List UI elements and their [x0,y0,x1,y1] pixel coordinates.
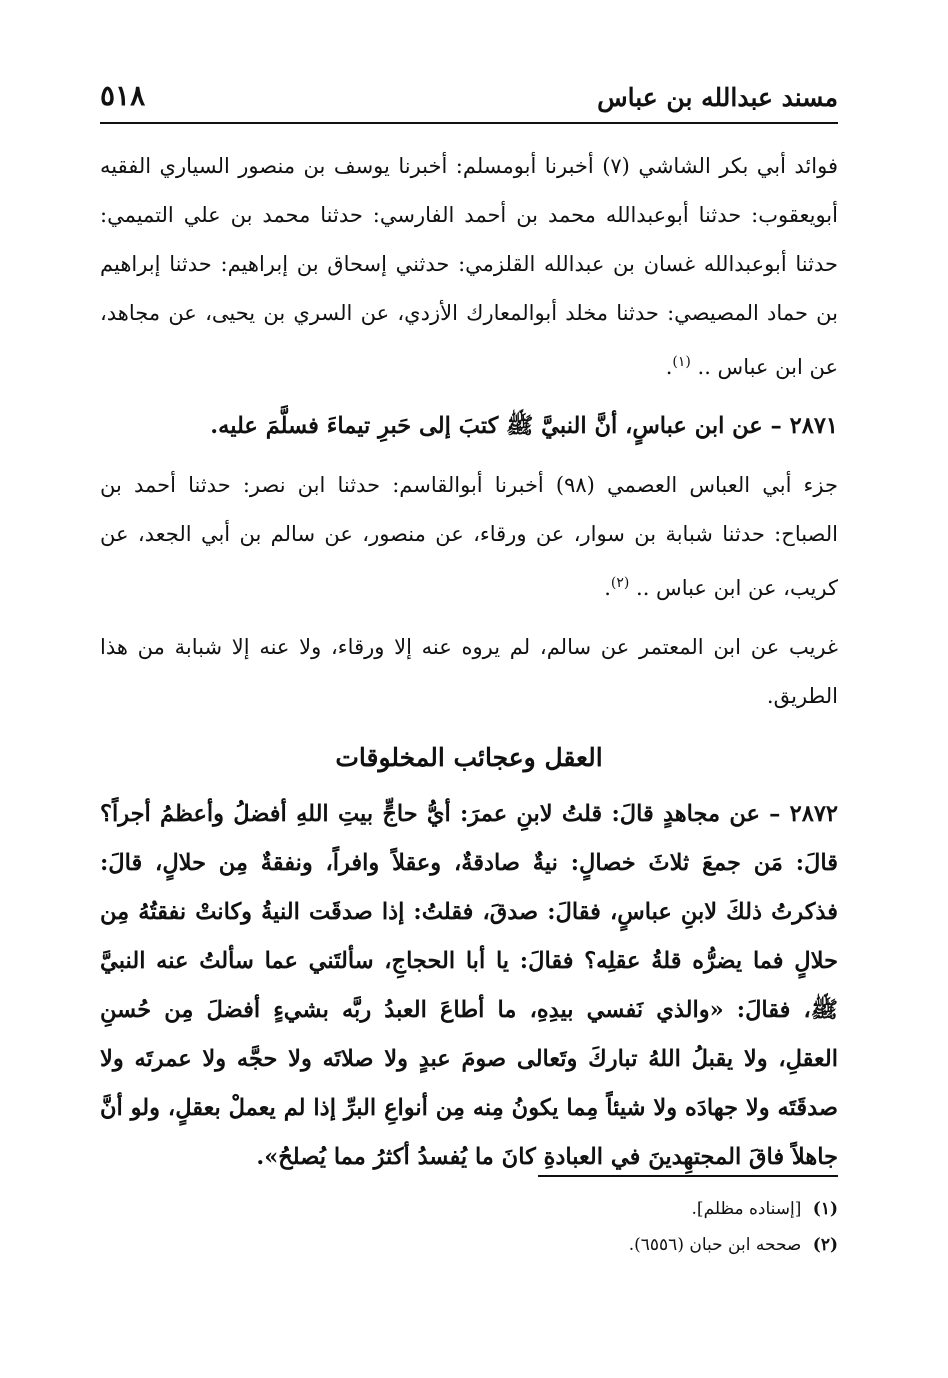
paragraph-note: غريب عن ابن المعتمر عن سالم، لم يروه عنه إلا ورقاء، ولا عنه إلا شبابة من هذا الطريق. [100,635,838,708]
body-text [100,142,838,1182]
footnote-text: صححه ابن حبان (٦٥٥٦). [628,1235,802,1255]
book-page [100,60,838,1318]
footnote-1 [100,1191,838,1227]
footnote-divider [538,1175,838,1177]
hadith-number: ٢٨٧١ [789,413,838,439]
hadith-2872 [100,790,838,1182]
page-number: ٥١٨ [100,79,146,112]
hadith-text: – عن ابن عباسٍ، أنَّ النبيَّ ﷺ كتبَ إلى حَبرِ تيماءَ فسلَّمَ عليه. [210,413,782,439]
footnote-2 [100,1227,838,1263]
hadith-text: – عن مجاهدٍ قالَ: قلتُ لابنِ عمرَ: أيُّ حاجٍّ بيتِ اللهِ أفضلُ وأعظمُ أجراً؟ قالَ: مَن جمعَ ثلاثَ خصالٍ: نيةٌ صادقةٌ، وعقلاً وافراً، ونفقةٌ مِن حلالٍ، قالَ: فذكرتُ ذلكَ لابنِ عباسٍ، فقالَ: صدقَ، فقلتُ: إذا صدقَت النيةُ وكانتْ نفقتُهُ مِن حلالٍ فما يضرُّه قلةُ عقلِه؟ فقالَ: يا أبا الحجاجِ، سألتَني عما سألتُ عنه النبيَّ ﷺ، فقالَ: «والذي نَفسي بيدِهِ، ما أطاعَ العبدُ ربَّه بشيءٍ أفضلَ مِن حُسنِ العقلِ، ولا يقبلُ اللهُ تباركَ وتَعالى صومَ عبدٍ ولا صلاتَه ولا حجَّه ولا عمرتَه ولا صدقَتَه ولا جهادَه ولا شيئاً مِما يكونُ مِنه مِن أنواعِ البرِّ إذا لم يعملْ بعقلٍ، ولو أنَّ جاهلاً فاقَ المجتهِدينَ في العبادةِ كانَ ما يُفسدُ أكثرُ مما يُصلحُ». [100,801,838,1170]
paragraph-text: جزء أبي العباس العصمي (٩٨) أخبرنا أبوالقاسم: حدثنا ابن نصر: حدثنا أحمد بن الصباح: حدثنا شبابة بن سوار، عن ورقاء، عن منصور، عن سالم بن أبي الجعد، عن كريب، عن ابن عباس .. [100,473,838,600]
hadith-number: ٢٨٧٢ [789,801,838,827]
paragraph-text: فوائد أبي بكر الشاشي (٧) أخبرنا أبومسلم: أخبرنا يوسف بن منصور السياري الفقيه أبويعقوب: حدثنا أبوعبدالله محمد بن أحمد الفارسي: حدثنا محمد بن علي التميمي: حدثنا أبوعبدالله غسان بن عبدالله القلزمي: حدثني إسحاق بن إبراهيم: حدثنا إبراهيم بن حماد المصيصي: حدثنا مخلد أبوالمعارك الأزدي، عن السري بن يحيى، عن مجاهد، عن ابن عباس .. [100,154,838,379]
paragraph-source-1: فوائد أبي بكر الشاشي (٧) أخبرنا أبومسلم: أخبرنا يوسف بن منصور السياري الفقيه أبويعقوب: حدثنا أبوعبدالله محمد بن أحمد الفارسي: حدثنا محمد بن علي التميمي: حدثنا أبوعبدالله غسان بن عبدالله القلزمي: حدثني إسحاق بن إبراهيم: حدثنا إبراهيم بن حماد المصيصي: حدثنا مخلد أبوالمعارك الأزدي، عن السري بن يحيى، عن مجاهد، عن ابن عباس .. $^{(١)}$. [100,154,838,379]
footnote-number: (١) [812,1199,838,1219]
footnotes [100,1175,838,1263]
footnote-ref-2: (٢) [610,575,630,591]
paragraph-source-2: جزء أبي العباس العصمي (٩٨) أخبرنا أبوالقاسم: حدثنا ابن نصر: حدثنا أحمد بن الصباح: حدثنا شبابة بن سوار، عن ورقاء، عن منصور، عن سالم بن أبي الجعد، عن كريب، عن ابن عباس .. $^{(٢)}$. [100,473,838,600]
section-title: العقل وعجائب المخلوقات [335,743,603,772]
footnote-number: (٢) [812,1235,838,1255]
footnote-ref-1: (١) [672,354,691,370]
running-title: مسند عبدالله بن عباس [597,83,838,112]
hadith-2871 [100,402,838,451]
footnote-text: [إسناده مظلم]. [691,1199,802,1219]
page-header [100,60,838,124]
